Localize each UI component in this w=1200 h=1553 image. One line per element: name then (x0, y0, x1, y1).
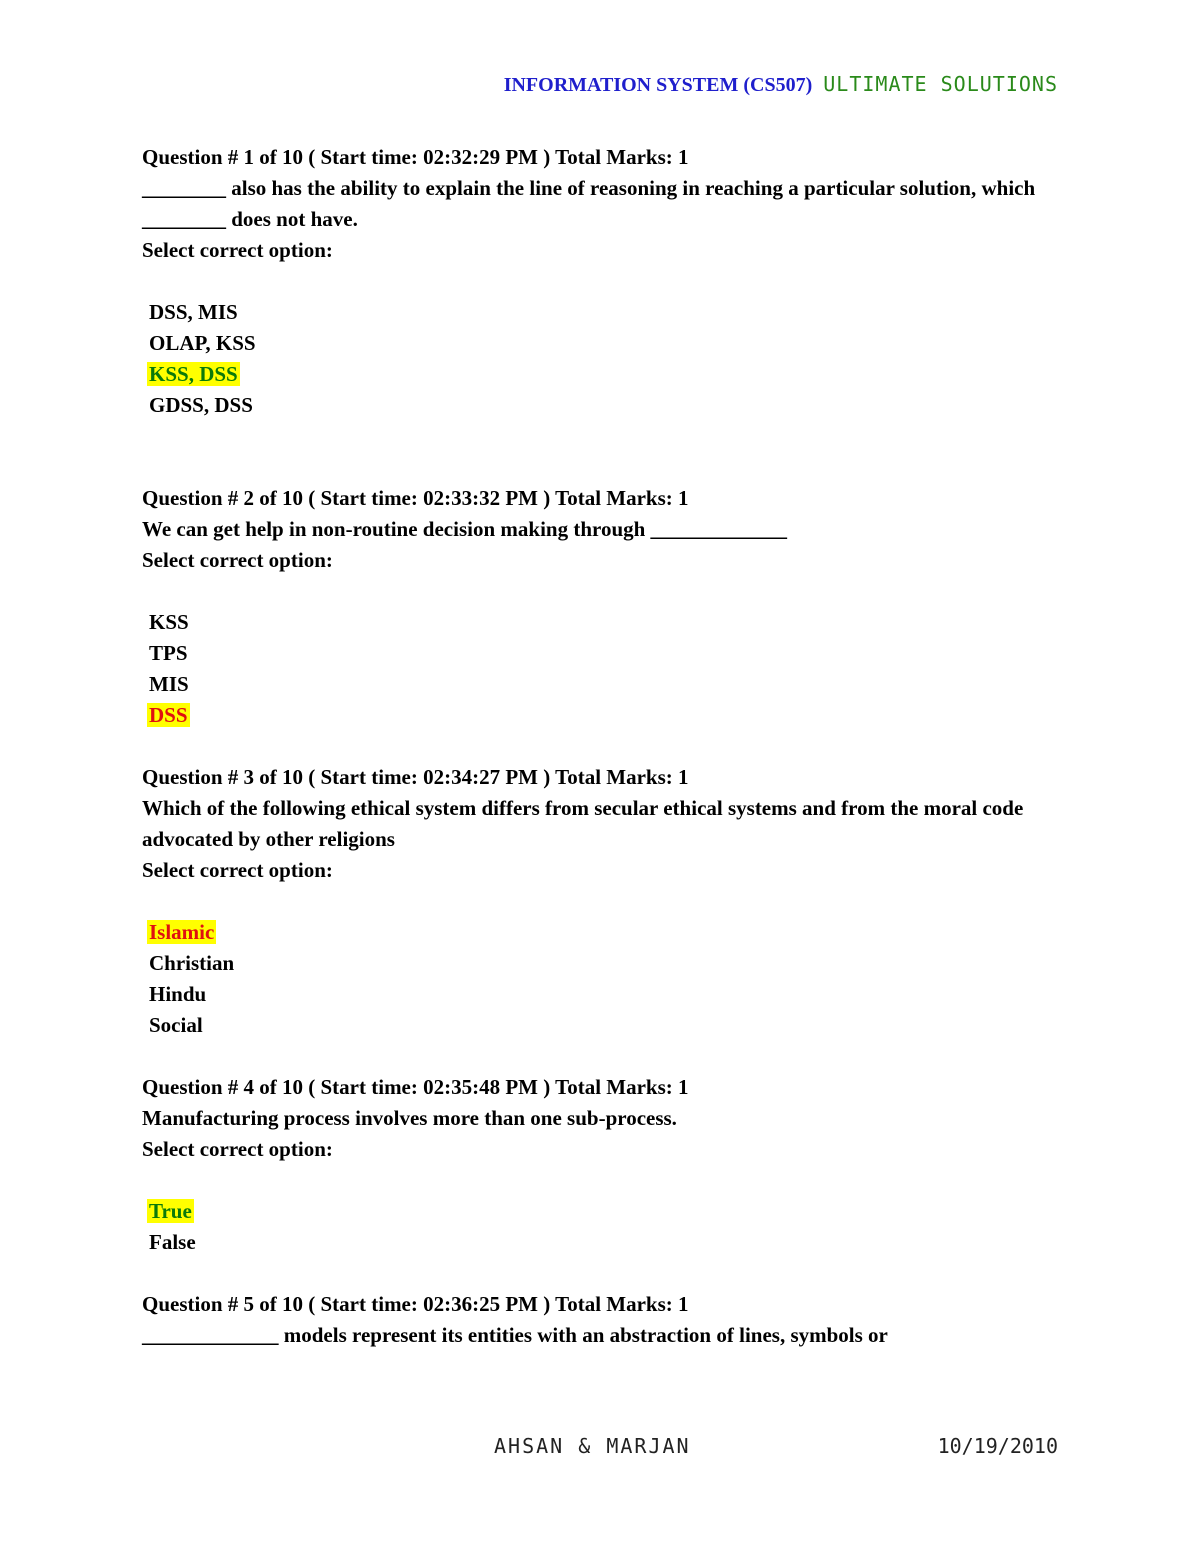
header-title: INFORMATION SYSTEM (CS507) (503, 74, 813, 96)
question-prompt: Select correct option: (142, 548, 333, 572)
question-text: ________ also has the ability to explain the line of reasoning in reaching a particular solution, which ________ does not have. (142, 176, 1036, 231)
question-text: _____________ models represent its entities with an abstraction of lines, symbols or (142, 1323, 888, 1347)
question-prompt: Select correct option: (142, 858, 333, 882)
page-header (504, 72, 1058, 97)
question-heading: Question # 4 of 10 ( Start time: 02:35:48 PM ) Total Marks: 1 (142, 1075, 689, 1099)
document-body (142, 142, 1062, 1382)
question-heading: Question # 2 of 10 ( Start time: 02:33:32 PM ) Total Marks: 1 (142, 486, 689, 510)
option: MIS (149, 672, 189, 696)
question-5 (142, 1289, 1062, 1351)
question-1 (142, 142, 1062, 452)
question-4 (142, 1072, 1062, 1258)
option: Christian (149, 951, 235, 975)
question-text: Which of the following ethical system differs from secular ethical systems and from the moral code advocated by other religions (142, 796, 1024, 851)
option: KSS (149, 610, 189, 634)
question-heading: Question # 1 of 10 ( Start time: 02:32:29 PM ) Total Marks: 1 (142, 145, 689, 169)
question-prompt: Select correct option: (142, 1137, 333, 1161)
option: OLAP, KSS (149, 331, 256, 355)
option-correct: Islamic (149, 920, 215, 944)
option-correct: DSS (149, 703, 188, 727)
footer-date: 10/19/2010 (937, 1434, 1058, 1458)
option-correct: True (149, 1199, 192, 1223)
question-3 (142, 762, 1062, 1041)
option: False (149, 1230, 196, 1254)
question-text: Manufacturing process involves more than one sub-process. (142, 1106, 677, 1130)
option: TPS (149, 641, 188, 665)
option: Hindu (149, 982, 207, 1006)
question-heading: Question # 3 of 10 ( Start time: 02:34:27 PM ) Total Marks: 1 (142, 765, 689, 789)
question-prompt: Select correct option: (142, 238, 333, 262)
option: GDSS, DSS (149, 393, 253, 417)
header-brand: ULTIMATE SOLUTIONS (823, 72, 1058, 96)
option-correct: KSS, DSS (149, 362, 238, 386)
option: DSS, MIS (149, 300, 238, 324)
question-2 (142, 483, 1062, 731)
option: Social (149, 1013, 203, 1037)
question-text: We can get help in non-routine decision making through _____________ (142, 517, 788, 541)
question-heading: Question # 5 of 10 ( Start time: 02:36:25 PM ) Total Marks: 1 (142, 1292, 689, 1316)
footer-authors: AHSAN & MARJAN (494, 1434, 691, 1458)
